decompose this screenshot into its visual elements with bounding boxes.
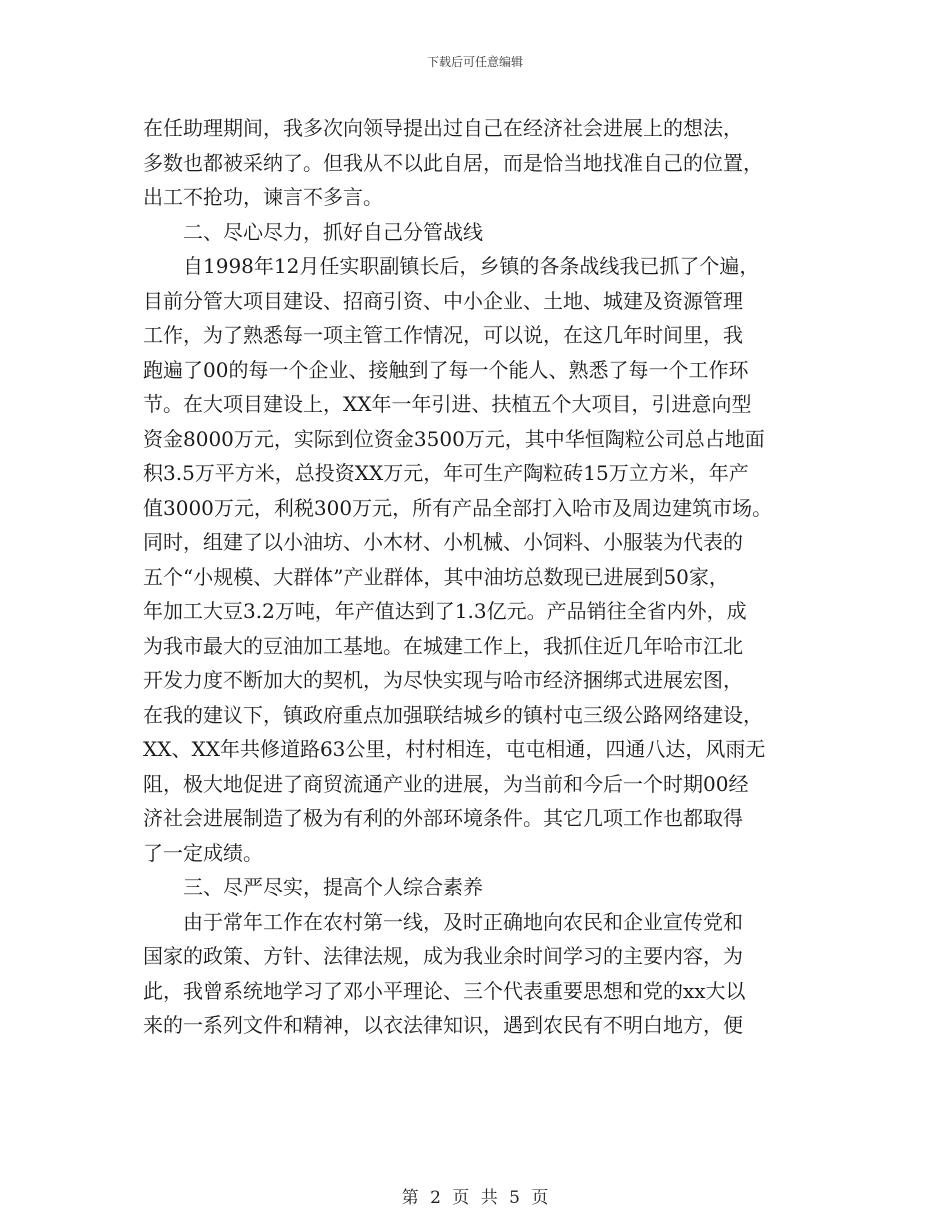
text-line: 济社会进展制造了极为有利的外部环境条件。其它几项工作也都取得: [143, 806, 743, 830]
text-line: 自1998年12月任实职副镇长后，乡镇的各条战线我已抓了个遍，: [183, 254, 760, 278]
text-line: 积3.5万平方米，总投资XX万元，年可生产陶粒砖15万立方米，年产: [143, 461, 749, 485]
text-line: 在任助理期间，我多次向领导提出过自己在经济社会进展上的想法，: [143, 116, 743, 140]
text-line: 五个“小规模、大群体”产业群体，其中油坊总数现已进展到50家，: [143, 564, 729, 589]
text-line: 年加工大豆3.2万吨，年产值达到了1.3亿元。产品销往全省内外，成: [143, 599, 747, 623]
text-line: 来的一系列文件和精神，以衣法律知识，遇到农民有不明白地方，便: [143, 1013, 743, 1037]
text-line: 出工不抢功，谏言不多言。: [143, 185, 383, 209]
page-footer: 第 2 页 共 5 页: [401, 1188, 549, 1208]
text-line: 节。在大项目建设上，XX年一年引进、扶植五个大项目，引进意向型: [143, 392, 752, 416]
text-line: 此，我曾系统地学习了邓小平理论、三个代表重要思想和党的xx大以: [143, 978, 746, 1003]
text-line: 在我的建议下，镇政府重点加强联结城乡的镇村屯三级公路网络建设，: [143, 702, 763, 727]
document-body: [143, 111, 823, 1043]
text-line: 多数也都被采纳了。但我从不以此自居，而是恰当地找准自己的位置，: [143, 150, 763, 175]
text-line: 由于常年工作在农村第一线，及时正确地向农民和企业宣传党和: [183, 909, 743, 934]
text-line: 跑遍了00的每一个企业、接触到了每一个能人、熟悉了每一个工作环: [143, 357, 749, 382]
page-header: 下载后可任意编辑: [426, 55, 523, 69]
text-line: 为我市最大的豆油加工基地。在城建工作上，我抓住近几年哈市江北: [143, 633, 743, 658]
text-line: 了一定成绩。: [143, 840, 263, 865]
text-line: 同时，组建了以小油坊、小木材、小机械、小饲料、小服装为代表的: [143, 530, 743, 554]
text-line: 阻，极大地促进了商贸流通产业的进展，为当前和今后一个时期00经: [143, 771, 749, 796]
text-line: 工作，为了熟悉每一项主管工作情况，可以说，在这几年时间里，我: [143, 323, 743, 347]
text-line: 三、尽严尽实，提高个人综合素养: [183, 875, 483, 899]
text-line: 资金8000万元，实际到位资金3500万元，其中华恒陶粒公司总占地面: [143, 426, 765, 451]
text-line: 目前分管大项目建设、招商引资、中小企业、土地、城建及资源管理: [143, 288, 743, 313]
text-line: 值3000万元，利税300万元，所有产品全部打入哈市及周边建筑市场。: [143, 495, 773, 520]
text-line: XX、XX年共修道路63公里，村村相连，屯屯相通，四通八达，风雨无: [143, 737, 766, 761]
text-line: 二、尽心尽力，抓好自己分管战线: [183, 219, 483, 244]
text-line: 国家的政策、方针、法律法规，成为我业余时间学习的主要内容，为: [143, 944, 743, 968]
text-line: 开发力度不断加大的契机，为尽快实现与哈市经济捆绑式进展宏图，: [143, 668, 743, 692]
